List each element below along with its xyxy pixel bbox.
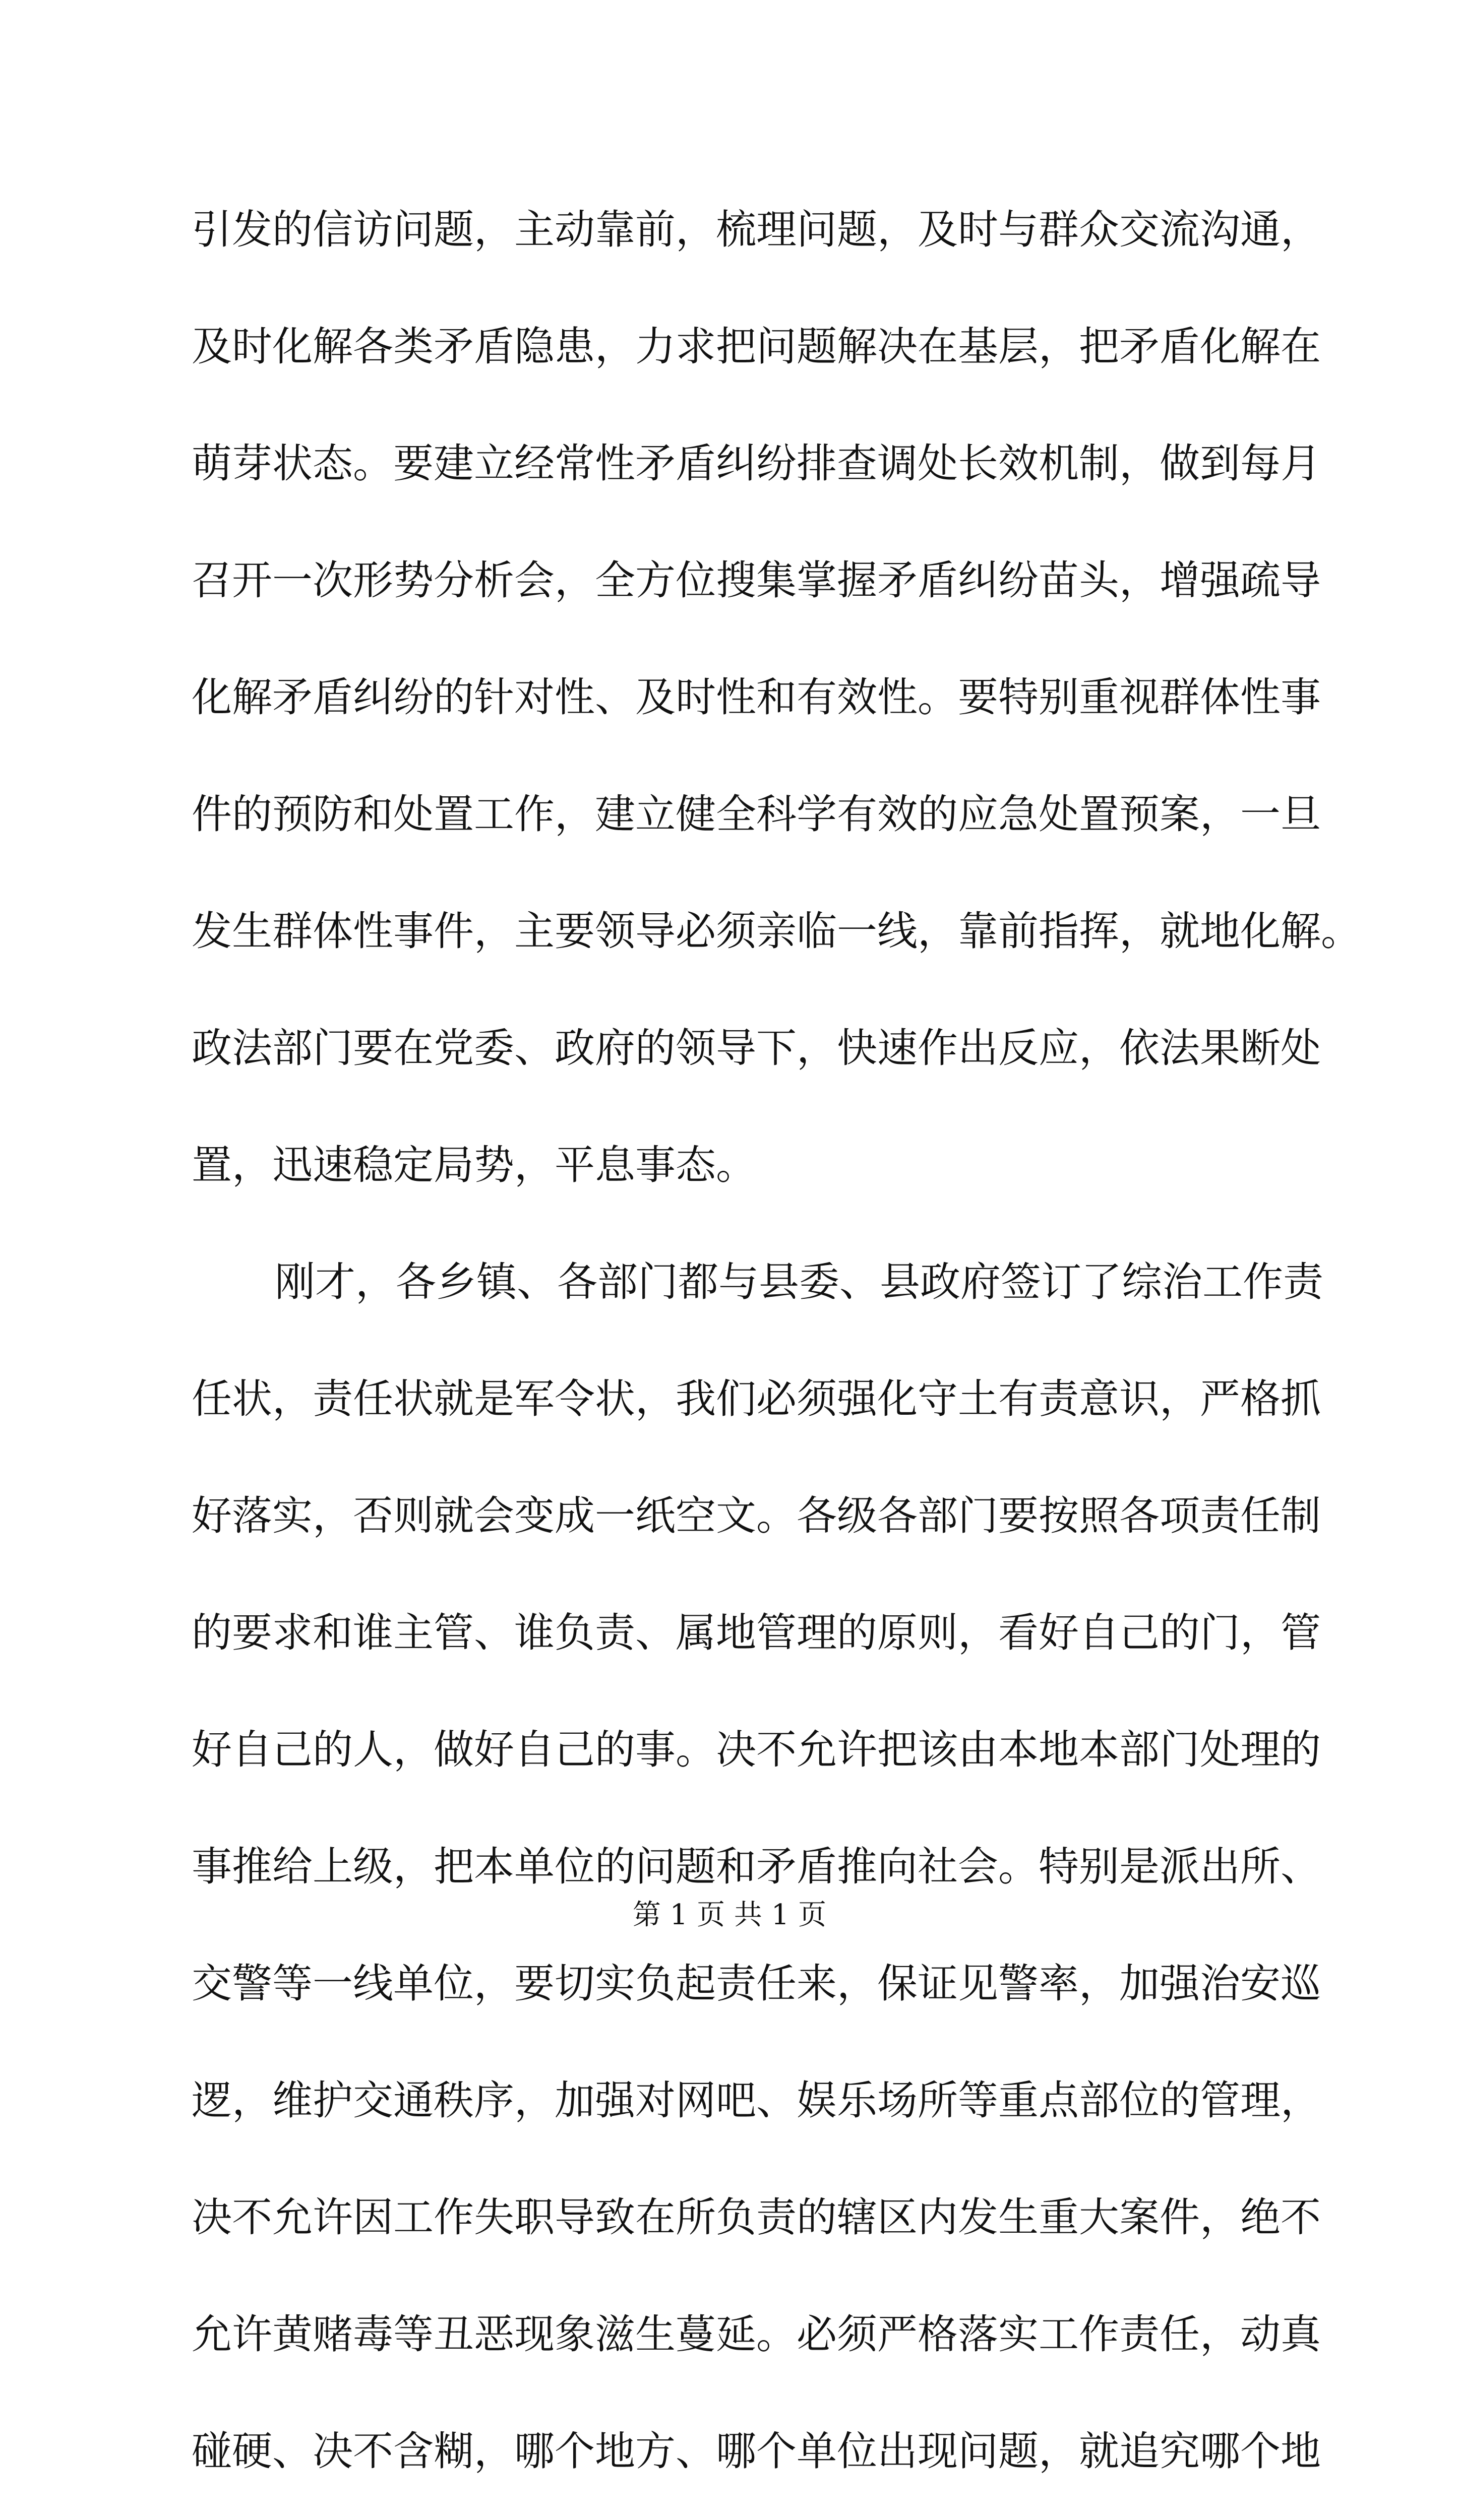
text-line: 允许黄赌毒等丑恶现象滋生蔓延。必须严格落实工作责任，动真 xyxy=(192,2311,1321,2358)
text-line: 好自己的人，做好自己的事。决不允许把该由本地本部门处理的 xyxy=(192,1726,1321,1773)
text-line: 刚才，各乡镇、各部门都与县委、县政府签订了综治工作责 xyxy=(275,1258,1323,1305)
text-line: 萌芽状态。要建立经常性矛盾纠纷排查调处长效机制，做到每月 xyxy=(192,440,1321,487)
text-line: 事推给上级，把本单位的问题和矛盾推向社会。特别是派出所、 xyxy=(192,1843,1321,1890)
text-line: 逻，维护交通秩序，加强对网吧、娱乐场所等重点部位的管理， xyxy=(192,2077,1321,2124)
text-line: 决不允许因工作失职导致在所负责的辖区内发生重大案件，绝不 xyxy=(192,2194,1321,2241)
text-line: 发生群体性事件，主要领导必须亲临一线，靠前指挥，就地化解。 xyxy=(192,908,1361,955)
text-line: 件的预防和处置工作，建立健全科学有效的应急处置预案，一旦 xyxy=(192,791,1321,838)
text-line: 化解矛盾纠纷的针对性、及时性和有效性。要特别重视群体性事 xyxy=(192,674,1321,721)
text-line: 碰硬、决不含糊，哪个地方、哪个单位出现问题，就追究哪个地 xyxy=(192,2428,1321,2475)
text-line: 任状，责任状就是军令状，我们必须强化守土有责意识，严格抓 xyxy=(192,1375,1321,1422)
paragraph-1 xyxy=(192,171,1361,1224)
page-footer xyxy=(0,1895,1459,1935)
paragraph-2 xyxy=(192,1224,1323,2520)
text-line: 政法部门要在党委、政府的领导下，快速作出反应，依法果断处 xyxy=(192,1025,1321,1072)
text-line: 召开一次形势分析会，全方位搜集掌握矛盾纠纷苗头，增强疏导 xyxy=(192,557,1321,604)
text-line: 交警等一线单位，要切实负起责任来，保证见警率，加强治安巡 xyxy=(192,1960,1321,2007)
text-line: 的要求和谁主管、谁负责、属地管理的原则，看好自己的门，管 xyxy=(192,1609,1321,1656)
page-number: 第 1 页 共 1 页 xyxy=(632,1899,827,1931)
text-line: 好落实，否则就会变成一纸空文。各级各部门要按照各项责任制 xyxy=(192,1492,1321,1539)
text-line: 引发的信访问题，主动靠前，梳理问题，及时与群众交流沟通， xyxy=(192,206,1321,253)
body-text xyxy=(192,171,1361,2520)
text-line xyxy=(192,2510,1275,2520)
text-line: 及时化解各类矛盾隐患，力求把问题解决在基层，把矛盾化解在 xyxy=(192,323,1321,370)
text-line: 置，迅速稳定局势，平息事态。 xyxy=(192,1142,756,1188)
